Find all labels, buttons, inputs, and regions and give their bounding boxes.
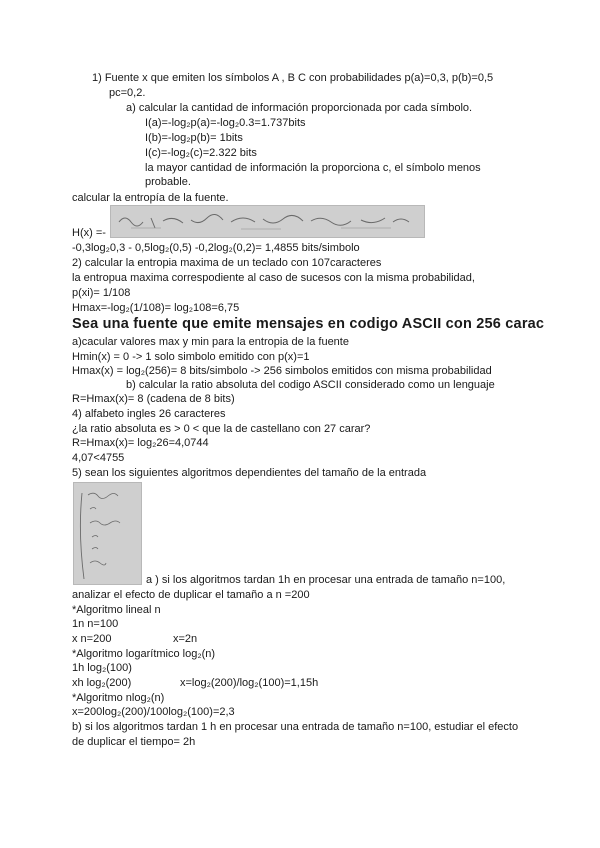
item-a-heading: a) calcular la cantidad de información proporcionada por cada símbolo. (126, 102, 473, 114)
ascii-heading: Sea una fuente que emite mensajes en codigo ASCII con 256 carac (72, 316, 545, 332)
info-conclusion-cont: probable. (145, 176, 191, 188)
log-algorithm: *Algoritmo logarítmico log₂(n) (72, 648, 216, 660)
hmax-result: Hmax=-log₂(1/108)= log₂108=6,75 (72, 302, 240, 314)
handwritten-algorithms-image (73, 482, 142, 585)
info-b: I(b)=-log₂p(b)= 1bits (145, 132, 243, 144)
ratio-ascii: R=Hmax(x)= 8 (cadena de 8 bits) (72, 393, 235, 405)
info-conclusion: la mayor cantidad de información la proporciona c, el símbolo menos (145, 162, 481, 174)
question-2-title: 2) calcular la entropia maxima de un teclado con 107caracteres (72, 257, 382, 269)
linear-base: 1n n=100 (72, 618, 119, 630)
handwriting-scribble-icon (111, 206, 424, 237)
linear-algorithm: *Algoritmo lineal n (72, 604, 161, 616)
question-5-title: 5) sean los siguientes algoritmos dependientes del tamaño de la entrada (72, 467, 427, 479)
ascii-item-b: b) calcular la ratio absoluta del codigo ASCII considerado como un lenguaje (126, 379, 495, 391)
prob-xi: p(xi)= 1/108 (72, 287, 131, 299)
question-1-title: 1) Fuente x que emiten los símbolos A , B C con probabilidades p(a)=0,3, p(b)=0,5 (92, 72, 494, 84)
ascii-item-a: a)cacular valores max y min para la entropia de la fuente (72, 336, 349, 348)
ratio-english: R=Hmax(x)= log₂26=4,0744 (72, 437, 209, 449)
log-double: xh log₂(200) (72, 677, 132, 689)
nlog-result: x=200log₂(200)/100log₂(100)=2,3 (72, 706, 235, 718)
log-result: x=log₂(200)/log₂(100)=1,15h (180, 677, 319, 689)
entropy-lhs: H(x) =- (72, 227, 106, 239)
log-base: 1h log₂(100) (72, 662, 132, 674)
linear-result: x=2n (173, 633, 198, 645)
question-5a: a ) si los algoritmos tardan 1h en procesar una entrada de tamaño n=100, (146, 574, 506, 586)
question-1-title-cont: pc=0,2. (109, 87, 146, 99)
handwriting-list-icon (74, 483, 141, 584)
question-5b: b) si los algoritmos tardan 1 h en procesar una entrada de tamaño n=100, estudiar el efecto (72, 721, 519, 733)
info-a: I(a)=-log₂p(a)=-log₂0.3=1.737bits (145, 117, 306, 129)
hmax-ascii: Hmax(x) = log₂(256)= 8 bits/simbolo -> 256 simbolos emitidos con misma probabilidad (72, 365, 492, 377)
entropy-result: -0,3log₂0,3 - 0,5log₂(0,5) -0,2log₂(0,2)= 1,4855 bits/simbolo (72, 242, 360, 254)
ratio-compare: 4,07<4755 (72, 452, 125, 464)
question-5b-cont: de duplicar el tiempo= 2h (72, 736, 196, 748)
question-5a-cont: analizar el efecto de duplicar el tamaño a n =200 (72, 589, 310, 601)
nlog-algorithm: *Algoritmo nlog₂(n) (72, 692, 165, 704)
ratio-question: ¿la ratio absoluta es > 0 < que la de castellano con 27 carar? (72, 423, 371, 435)
handwritten-formula-image (110, 205, 425, 238)
linear-double: x n=200 (72, 633, 112, 645)
info-c: I(c)=-log₂(c)=2.322 bits (145, 147, 257, 159)
max-entropy-note: la entropua maxima correspodiente al caso de sucesos con la misma probabilidad, (72, 272, 475, 284)
hmin: Hmin(x) = 0 -> 1 solo simbolo emitido con p(x)=1 (72, 351, 310, 363)
entropy-heading: calcular la entropía de la fuente. (72, 192, 229, 204)
question-4-title: 4) alfabeto ingles 26 caracteres (72, 408, 226, 420)
